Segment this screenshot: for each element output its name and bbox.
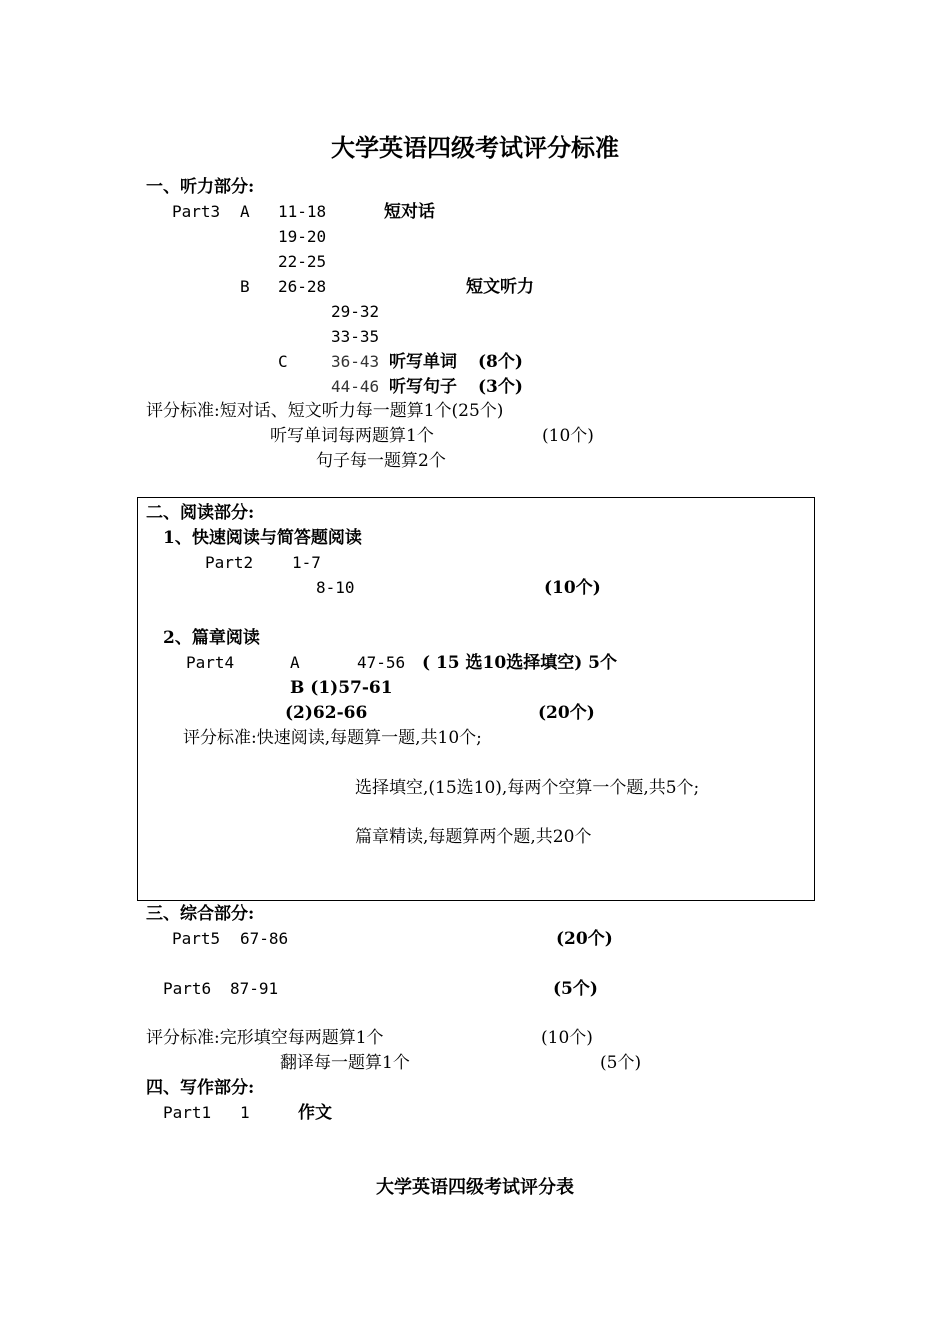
integrated-criteria-2-count: (5个): [600, 1053, 642, 1073]
listening-b-type: 短文听力: [466, 277, 534, 297]
listening-b-range3: 33-35: [331, 327, 380, 346]
reading-heading: 二、阅读部分:: [146, 503, 255, 523]
listening-a-range2: 19-20: [278, 227, 327, 246]
integrated-part5-count: (20个): [556, 929, 613, 949]
listening-a-range3: 22-25: [278, 252, 327, 271]
reading-part4-a: A: [290, 653, 300, 672]
writing-heading: 四、写作部分:: [146, 1078, 255, 1098]
listening-a-range1: 11-18: [278, 202, 327, 221]
integrated-part6-count: (5个): [553, 979, 598, 999]
reading-criteria-2: 选择填空,(15选10),每两个空算一个题,共5个;: [355, 778, 700, 798]
reading-part4-a-range: 47-56: [357, 653, 406, 672]
integrated-part6-range: 87-91: [230, 979, 279, 998]
listening-heading: 一、听力部分:: [146, 177, 255, 197]
reading-part4: Part4: [186, 653, 235, 672]
reading-part2-range1: 1-7: [292, 553, 321, 572]
listening-c-count2: (3个): [478, 377, 523, 397]
integrated-part5-range: 67-86: [240, 929, 289, 948]
listening-b-range1: 26-28: [278, 277, 327, 296]
footer-title: 大学英语四级考试评分表: [376, 1177, 574, 1198]
listening-a-label: A: [240, 202, 250, 221]
integrated-criteria-1: 评分标准:完形填空每两题算1个: [146, 1028, 384, 1048]
writing-part1-num: 1: [240, 1103, 250, 1122]
listening-c-range2: 44-46: [331, 377, 380, 396]
listening-part3: Part3: [172, 202, 221, 221]
listening-a-type: 短对话: [384, 202, 435, 222]
listening-c-range1: 36-43: [331, 352, 380, 371]
reading-part2: Part2: [205, 553, 254, 572]
listening-criteria-3: 句子每一题算2个: [316, 451, 446, 471]
reading-part4-b-count: (20个): [538, 703, 595, 723]
listening-criteria-2: 听写单词每两题算1个: [270, 426, 434, 446]
reading-part4-b2: (2)62-66: [285, 703, 368, 723]
integrated-criteria-1-count: (10个): [541, 1028, 593, 1048]
reading-part2-count: (10个): [544, 578, 601, 598]
integrated-part5: Part5: [172, 929, 221, 948]
reading-part4-a-desc: ( 15 选10选择填空) 5个: [422, 653, 617, 673]
listening-criteria-1: 评分标准:短对话、短文听力每一题算1个(25个): [146, 401, 504, 421]
listening-c-type1: 听写单词: [389, 352, 457, 372]
writing-part1: Part1: [163, 1103, 212, 1122]
reading-sub2: 2、篇章阅读: [163, 628, 260, 648]
reading-sub1: 1、快速阅读与简答题阅读: [163, 528, 362, 548]
integrated-heading: 三、综合部分:: [146, 904, 255, 924]
integrated-part6: Part6: [163, 979, 212, 998]
reading-part2-range2: 8-10: [316, 578, 355, 597]
integrated-criteria-2: 翻译每一题算1个: [280, 1053, 410, 1073]
page-title: 大学英语四级考试评分标准: [331, 133, 619, 162]
listening-criteria-2-count: (10个): [542, 426, 594, 446]
listening-b-label: B: [240, 277, 250, 296]
listening-c-label: C: [278, 352, 288, 371]
listening-c-type2: 听写句子: [389, 377, 457, 397]
writing-part1-type: 作文: [298, 1103, 332, 1123]
reading-criteria-1: 评分标准:快速阅读,每题算一题,共10个;: [183, 728, 482, 748]
reading-criteria-3: 篇章精读,每题算两个题,共20个: [355, 827, 592, 847]
reading-part4-b1: B (1)57-61: [290, 678, 393, 698]
listening-b-range2: 29-32: [331, 302, 380, 321]
listening-c-count1: (8个): [478, 352, 523, 372]
